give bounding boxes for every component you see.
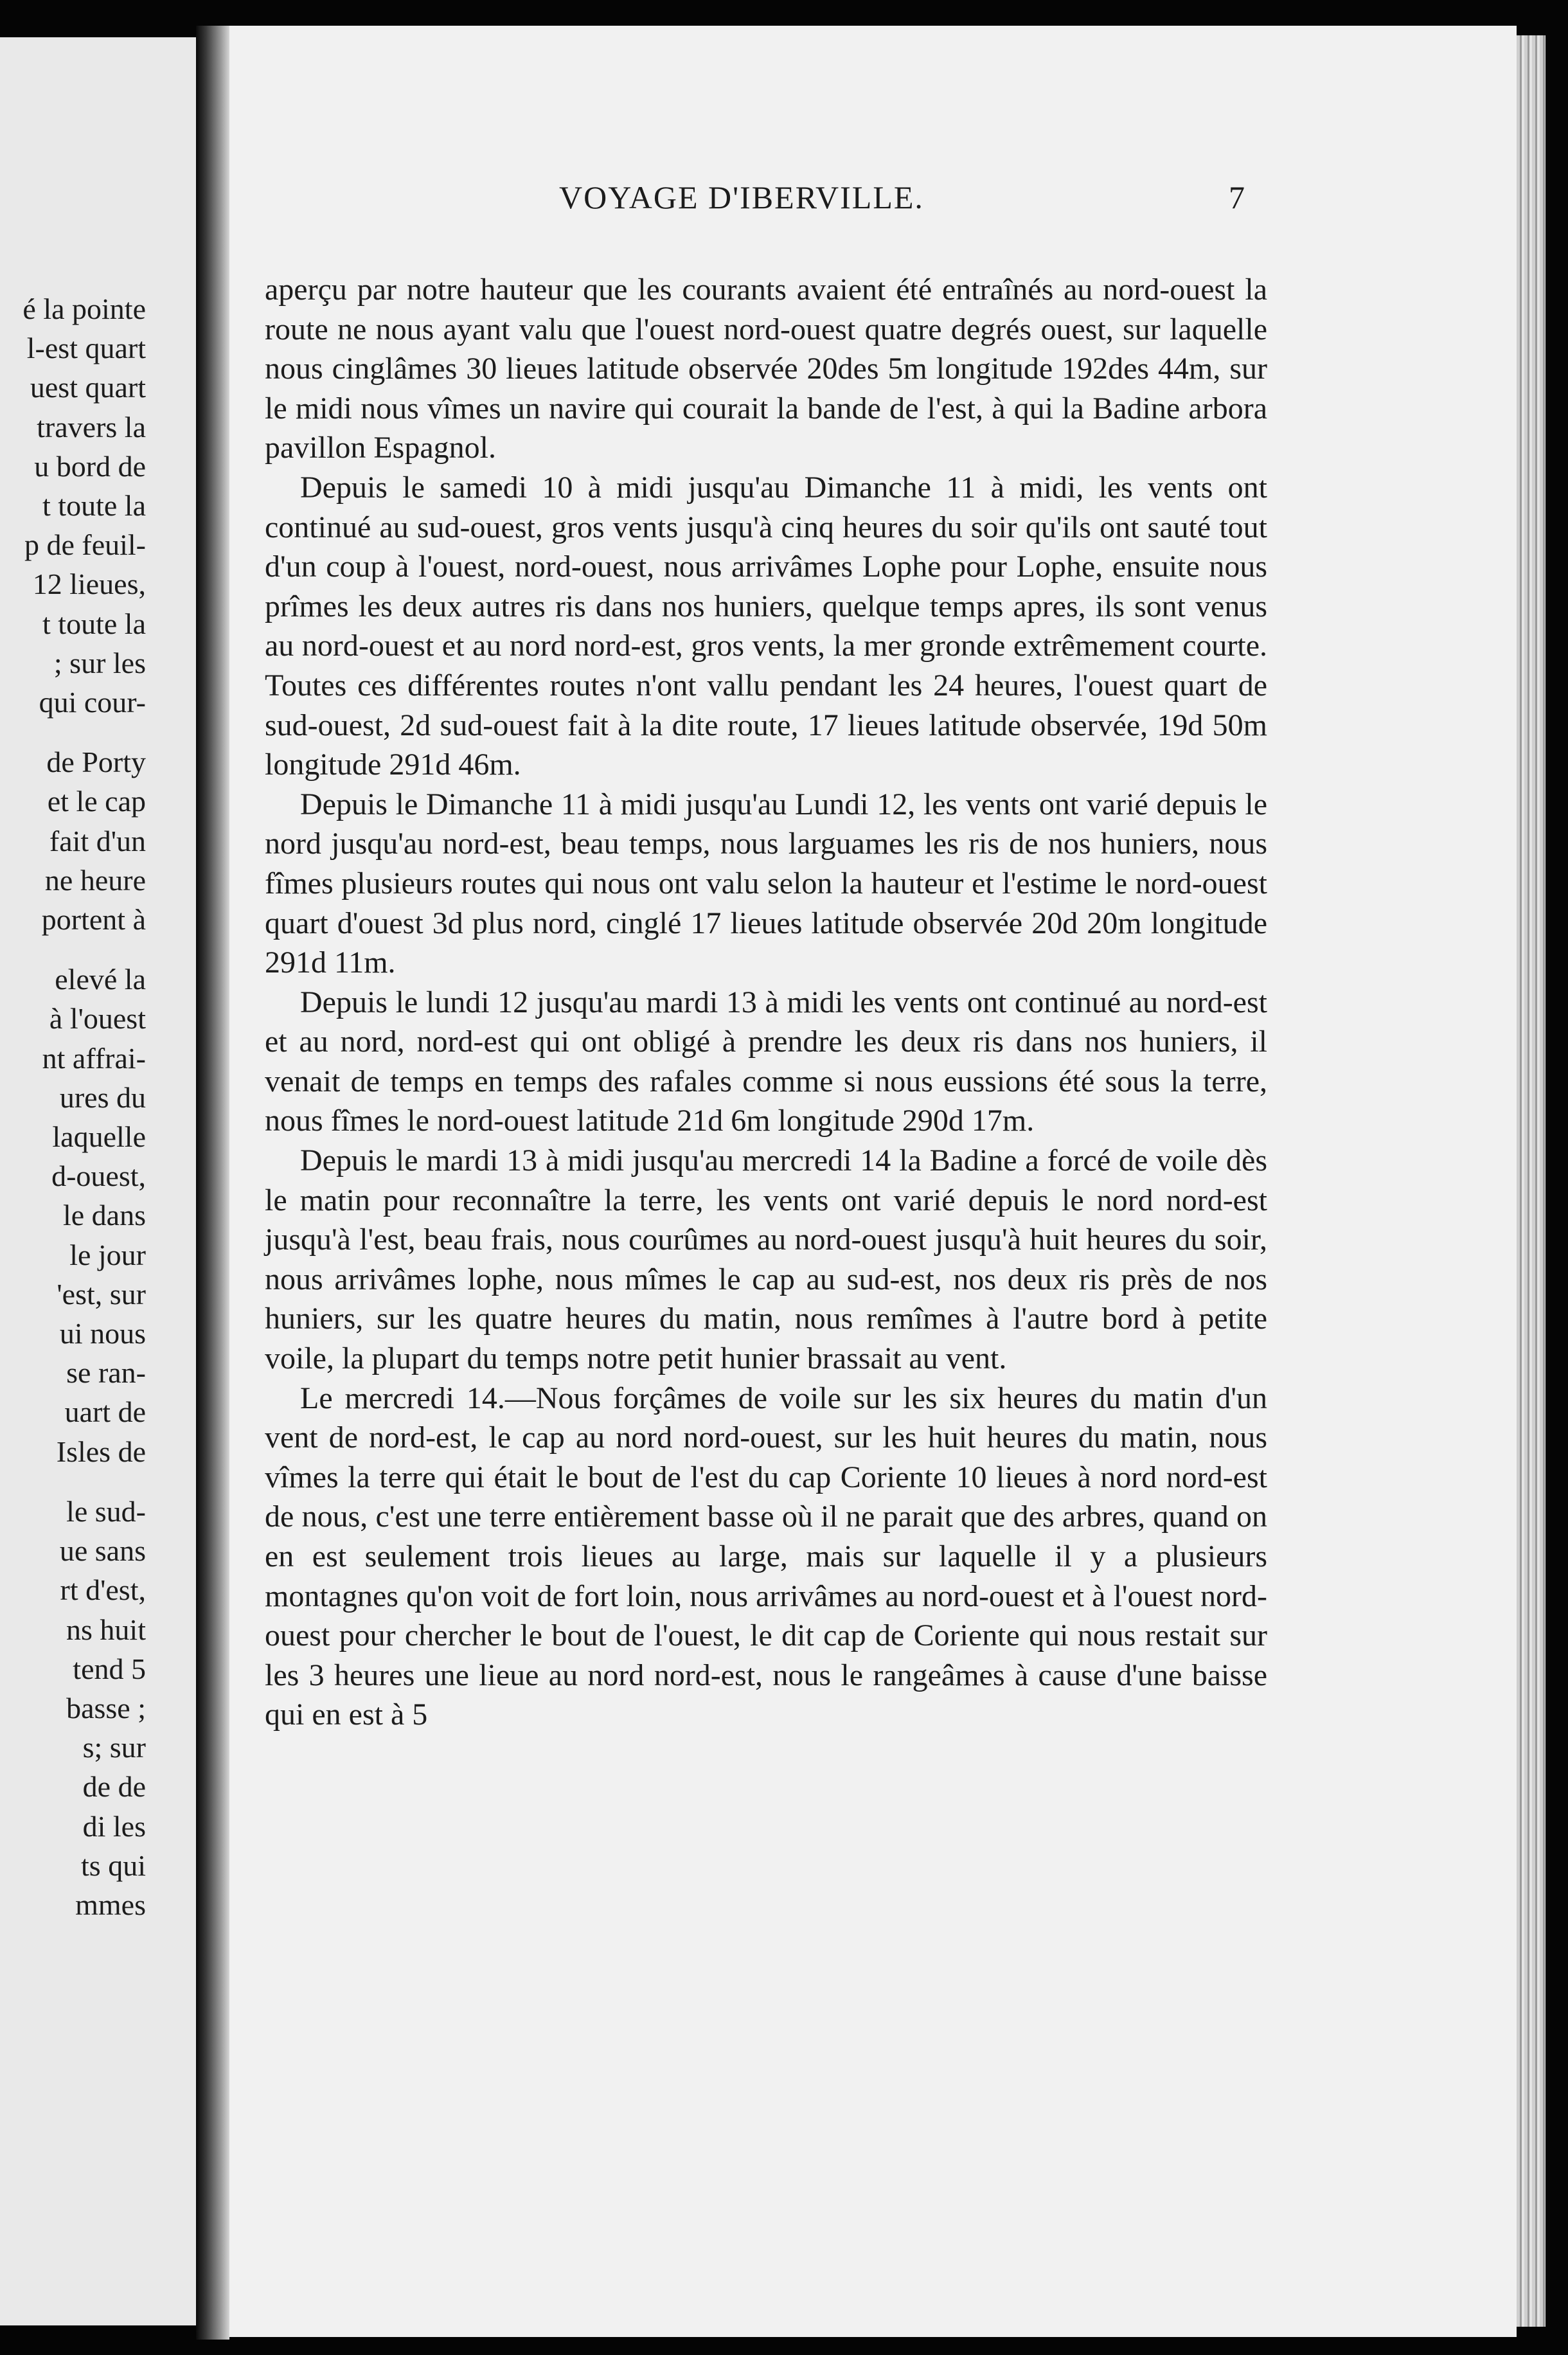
left-line: et le cap [47,785,146,818]
paragraph: Depuis le mardi 13 à midi jusqu'au mercredi 14 la Badine a forcé de voile dès le matin pour reconnaître la terre, les vents ont varié depuis le nord nord-est jusqu'à l'est, beau frais, nous courûmes au nord-ouest jusqu'à huit heures du soir, nous arrivâmes lophe, nous mîmes le cap au sud-est, nos deux ris près de nos huniers, sur les quatre heures du matin, nous remîmes à l'autre bord à petite voile, la plupart du temps notre petit hunier brassait au vent. [265,1143,1267,1376]
left-line: l-est quart [26,332,146,365]
left-line: basse ; [66,1691,146,1724]
left-line: le dans [62,1199,146,1232]
left-line: portent à [41,903,146,936]
left-line: qui cour- [39,686,146,719]
left-line: ; sur les [53,646,146,679]
left-line: di les [82,1809,146,1843]
page-stack-edge [1517,35,1546,2327]
left-line: de Porty [46,746,146,779]
running-header [229,179,1517,217]
left-line: d-ouest, [51,1160,146,1193]
paragraph-gap [0,1471,146,1492]
paragraph: Depuis le lundi 12 jusqu'au mardi 13 à midi les vents ont continué au nord-est et au nord, nord-est qui ont obligé à prendre les deux ris dans nos huniers, il venait de temps en temps des rafales comme si nous eussions été sous la terre, nous fîmes le nord-ouest latitude 21d 6m longitude 290d 17m. [265,985,1267,1138]
left-line: mmes [75,1888,146,1921]
paragraph: Le mercredi 14.—Nous forçâmes de voile sur les six heures du matin d'un vent de nord-est, le cap au nord nord-ouest, sur les huit heures du matin, nous vîmes la terre qui était le bout de l'est du cap Coriente 10 lieues à nord nord-est de nous, c'est une terre entièrement basse où il ne parait que des arbres, quand on en est seulement trois lieues au large, mais sur laquelle il y a plusieurs montagnes qu'on voit de fort loin, nous arrivâmes au nord-ouest et à l'ouest nord-ouest pour chercher le bout de l'ouest, le dit cap de Coriente qui nous restait sur les 3 heures une lieue au nord nord-est, nous le rangeâmes à cause d'une baisse qui en est à 5 [265,1381,1267,1732]
left-line: s; sur [82,1731,146,1764]
left-line: uest quart [30,371,146,404]
left-line: elevé la [55,963,146,996]
left-line: de de [82,1770,146,1804]
left-line: à l'ouest [49,1002,146,1035]
body-text [265,270,1267,1735]
paragraph: aperçu par notre hauteur que les courants avaient été entraînés au nord-ouest la route ne nous ayant valu que l'ouest nord-ouest quatre degrés ouest, sur laquelle nous cinglâmes 30 lieues latitude observée 20des 5m longitude 192des 44m, sur le midi nous vîmes un navire qui courait la bande de l'est, à qui la Badine arbora pavillon Espagnol. [265,273,1267,465]
left-line: uart de [64,1395,146,1429]
left-line: ures du [59,1080,146,1114]
left-line: le jour [69,1238,146,1271]
left-line: Isles de [56,1435,146,1468]
paragraph-gap [0,722,146,742]
left-line: ue sans [59,1534,146,1568]
left-line: 'est, sur [57,1277,146,1311]
left-page-fragment [0,37,196,2325]
page-number: 7 [1229,179,1246,215]
left-line: ne heure [44,863,146,897]
left-line: t toute la [42,489,146,523]
left-line: tend 5 [73,1652,146,1685]
left-line: ns huit [66,1613,146,1646]
left-line: nt affrai- [42,1041,146,1075]
left-line: travers la [37,410,146,443]
left-line: laquelle [52,1120,146,1154]
book-gutter [196,26,229,2340]
paragraph: Depuis le samedi 10 à midi jusqu'au Dimanche 11 à midi, les vents ont continué au sud-ouest, gros vents jusqu'à cinq heures du soir qu'ils ont sauté tout d'un coup à l'ouest, nord-ouest, nous arrivâmes Lophe pour Lophe, ensuite nous prîmes les deux autres ris dans nos huniers, quelque temps apres, ils sont venus au nord-ouest et au nord nord-est, gros vents, la mer gronde extrêmement courte. Toutes ces différentes routes n'ont vallu pendant les 24 heures, l'ouest quart de sud-ouest, 2d sud-ouest fait à la dite route, 17 lieues latitude observée, 19d 50m longitude 291d 46m. [265,470,1267,782]
left-line: fait d'un [49,824,146,857]
left-line: rt d'est, [60,1573,146,1607]
left-page-text [0,289,146,1924]
left-line: t toute la [42,607,146,640]
right-page [229,26,1517,2337]
left-line: é la pointe [22,292,146,325]
left-line: se ran- [66,1356,146,1390]
paragraph-gap [0,939,146,960]
left-line: p de feuil- [24,528,146,562]
running-title: VOYAGE D'IBERVILLE. [559,179,924,215]
left-line: le sud- [66,1494,146,1528]
paragraph: Depuis le Dimanche 11 à midi jusqu'au Lundi 12, les vents ont varié depuis le nord jusqu'au nord-est, beau temps, nous larguames les ris de nos huniers, nous fîmes plusieurs routes qui nous ont valu selon la hauteur et l'estime le nord-ouest quart d'ouest 3d plus nord, cinglé 17 lieues latitude observée 20d 20m longitude 291d 11m. [265,787,1267,980]
left-line: u bord de [34,449,146,483]
left-line: ui nous [59,1317,146,1350]
left-line: ts qui [81,1849,146,1882]
left-line: 12 lieues, [32,568,146,601]
